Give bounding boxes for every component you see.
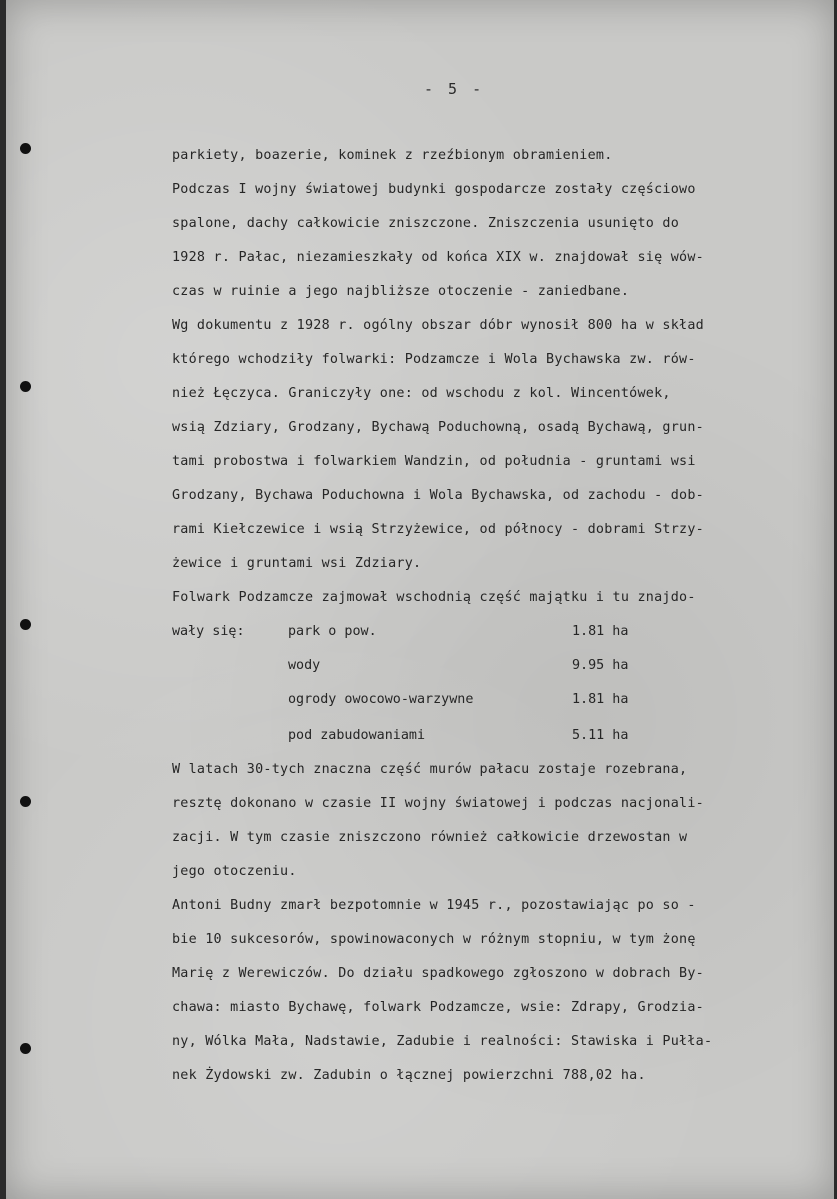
text-line: 1928 r. Pałac, niezamieszkały od końca XIX w. znajdował się wów- [172,250,704,265]
table-row-label: pod zabudowaniami [288,728,426,743]
text-line: rami Kiełczewice i wsią Strzyżewice, od północy - dobrami Strzy- [172,522,704,537]
text-line: chawa: miasto Bychawę, folwark Podzamcze, wsie: Zdrapy, Grodzia- [172,1000,704,1015]
text-line: wsią Zdziary, Grodzany, Bychawą Poduchowną, osadą Bychawą, grun- [172,420,704,435]
text-line: Podczas I wojny światowej budynki gospodarcze zostały częściowo [172,182,696,197]
page-number: - 5 - [424,80,485,98]
document-page [6,0,834,1199]
table-row-value: 1.81 ha [572,624,629,639]
text-line: Antoni Budny zmarł bezpotomnie w 1945 r., pozostawiając po so - [172,898,696,913]
text-line: Wg dokumentu z 1928 r. ogólny obszar dóbr wynosił 800 ha w skład [172,318,704,333]
text-line: którego wchodziły folwarki: Podzamcze i Wola Bychawska zw. rów- [172,352,696,367]
text-line: tami probostwa i folwarkiem Wandzin, od południa - gruntami wsi [172,454,696,469]
text-line: parkiety, boazerie, kominek z rzeźbionym obramieniem. [172,148,613,163]
punch-hole-icon [20,381,31,392]
text-line: żewice i gruntami wsi Zdziary. [172,556,422,571]
text-line: nież Łęczyca. Graniczyły one: od wschodu z kol. Wincentówek, [172,386,671,401]
table-prefix: wały się: [172,624,245,639]
text-line: Folwark Podzamcze zajmował wschodnią część majątku i tu znajdo- [172,590,696,605]
text-line: Marię z Werewiczów. Do działu spadkowego zgłoszono w dobrach By- [172,966,704,981]
table-row-value: 5.11 ha [572,728,629,743]
punch-hole-icon [20,1043,31,1054]
table-row-label: ogrody owocowo-warzywne [288,692,474,707]
text-line: W latach 30-tych znaczna część murów pałacu zostaje rozebrana, [172,762,688,777]
text-line: czas w ruinie a jego najbliższe otoczenie - zaniedbane. [172,284,630,299]
table-row-label: wody [288,658,321,673]
text-line: Grodzany, Bychawa Poduchowna i Wola Bychawska, od zachodu - dob- [172,488,704,503]
text-line: ny, Wólka Mała, Nadstawie, Zadubie i realności: Stawiska i Pułła- [172,1034,713,1049]
table-row-value: 1.81 ha [572,692,629,707]
text-line: zacji. W tym czasie zniszczono również całkowicie drzewostan w [172,830,688,845]
punch-hole-icon [20,796,31,807]
punch-hole-icon [20,143,31,154]
table-row-value: 9.95 ha [572,658,629,673]
table-row-label: park o pow. [288,624,377,639]
text-line: resztę dokonano w czasie II wojny światowej i podczas nacjonali- [172,796,704,811]
punch-hole-icon [20,619,31,630]
text-line: bie 10 sukcesorów, spowinowaconych w różnym stopniu, w tym żonę [172,932,696,947]
text-line: jego otoczeniu. [172,864,297,879]
text-line: spalone, dachy całkowicie zniszczone. Zniszczenia usunięto do [172,216,680,231]
text-line: nek Żydowski zw. Zadubin o łącznej powierzchni 788,02 ha. [172,1068,646,1083]
